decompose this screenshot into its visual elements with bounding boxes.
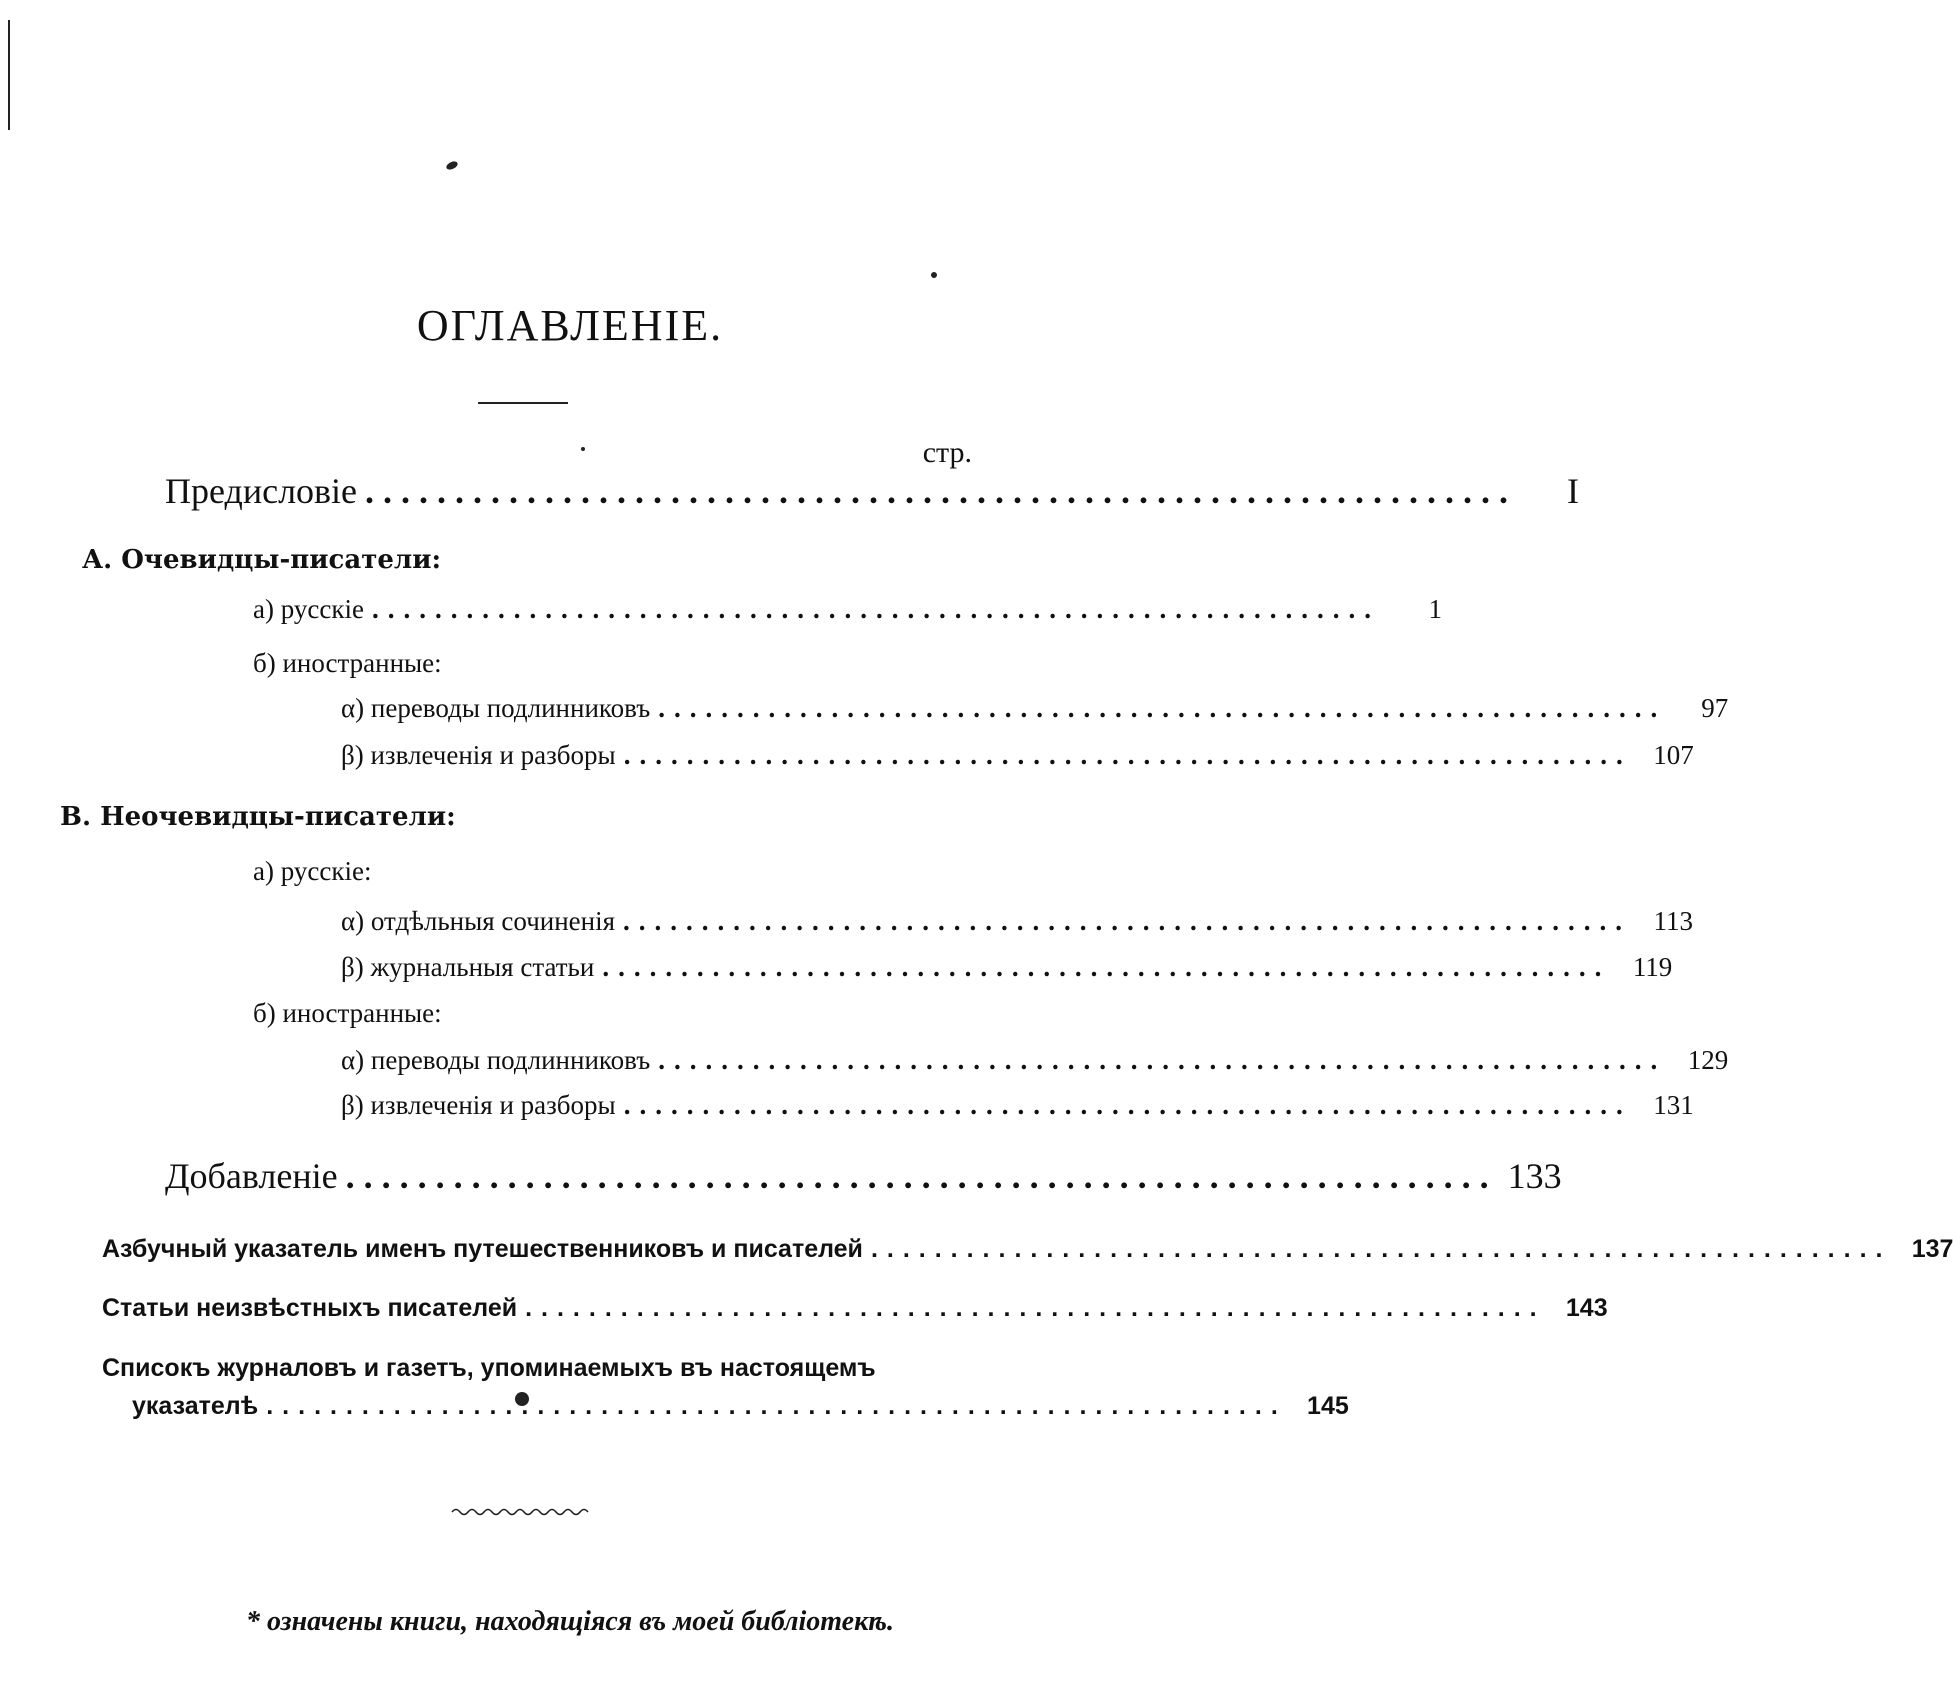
toc-page-number: 1	[1428, 594, 1442, 624]
dot-leader: ................................................................	[658, 693, 1667, 723]
b-foreign-subheading: б) иностранные:	[253, 998, 442, 1028]
toc-row-a-russian	[253, 594, 1442, 625]
dot-leader: ................................................................	[525, 1294, 1546, 1322]
toc-page-number: I	[1567, 471, 1580, 511]
toc-page-number: 97	[1701, 693, 1729, 723]
toc-page-number: 119	[1632, 952, 1673, 982]
dot-leader: ................................................................	[345, 1156, 1498, 1196]
toc-page-number: 113	[1653, 906, 1694, 936]
footnote: * означены книги, находящіяся въ моей библіотекѣ.	[246, 1606, 894, 1637]
toc-label: Добавленіе	[165, 1156, 338, 1196]
toc-page-number: 133	[1507, 1156, 1562, 1196]
section-a-heading: А. Очевидцы-писатели:	[82, 545, 442, 575]
toc-page-number: 131	[1653, 1090, 1694, 1120]
toc-journals-list-line1: Списокъ журналовъ и газетъ, упоминаемыхъ въ настоящемъ	[102, 1354, 876, 1382]
toc-page-number: 137	[1911, 1235, 1953, 1263]
dot-leader: ................................................................	[623, 906, 1632, 936]
toc-row-unknown-authors	[102, 1294, 1608, 1323]
toc-row-a-extracts	[341, 740, 1694, 771]
toc-row-alphabetical-index	[102, 1235, 1953, 1264]
dot-leader: ................................................................	[365, 471, 1518, 511]
toc-row-b-journal-articles	[341, 952, 1673, 983]
ink-speck	[931, 272, 937, 278]
toc-row-b-separate-works	[341, 906, 1694, 937]
b-russian-subheading: а) русскіе:	[253, 856, 372, 886]
toc-label: β) извлеченія и разборы	[341, 740, 616, 770]
dot-leader: ................................................................	[602, 952, 1611, 982]
scan-edge-line	[8, 20, 10, 130]
dot-leader: ................................................................	[266, 1392, 1287, 1420]
toc-label: Статьи неизвѣстныхъ писателей	[102, 1294, 518, 1322]
toc-label: α) отдѣльныя сочиненія	[341, 906, 616, 936]
toc-row-addendum	[165, 1155, 1562, 1197]
ink-speck	[445, 160, 459, 171]
page-column-label: стр.	[922, 436, 972, 469]
dot-leader: ................................................................	[623, 740, 1632, 770]
dot-leader: ................................................................	[658, 1045, 1667, 1075]
a-foreign-subheading: б) иностранные:	[253, 648, 442, 678]
toc-label: β) извлеченія и разборы	[341, 1090, 616, 1120]
dot-leader: ................................................................	[371, 594, 1380, 624]
section-b-heading: В. Неочевидцы-писатели:	[60, 802, 456, 832]
decorative-wavy-rule	[452, 1506, 588, 1518]
toc-row-a-translations	[341, 693, 1729, 724]
dot-leader: ................................................................	[623, 1090, 1632, 1120]
toc-page-number: 145	[1307, 1392, 1349, 1420]
page-title: ОГЛАВЛЕНІЕ.	[416, 301, 724, 350]
toc-row-preface	[165, 470, 1580, 512]
title-divider	[478, 402, 568, 404]
toc-row-b-translations	[341, 1045, 1729, 1076]
toc-label: а) русскіе	[253, 594, 364, 624]
toc-page-number: 107	[1653, 740, 1694, 770]
toc-page-number: 129	[1687, 1045, 1729, 1075]
toc-label: α) переводы подлинниковъ	[341, 693, 651, 723]
toc-label: Предисловіе	[165, 471, 358, 511]
toc-label: указателѣ	[132, 1392, 259, 1420]
toc-page-number: 143	[1565, 1294, 1608, 1322]
dot-leader: ................................................................	[870, 1235, 1892, 1263]
toc-label: α) переводы подлинниковъ	[341, 1045, 651, 1075]
toc-label: Азбучный указатель именъ путешественниковъ и писателей	[102, 1235, 863, 1263]
toc-row-b-extracts	[341, 1090, 1694, 1121]
ink-speck	[581, 447, 585, 451]
toc-label: β) журнальныя статьи	[341, 952, 595, 982]
toc-row-journals-list	[132, 1392, 1349, 1421]
